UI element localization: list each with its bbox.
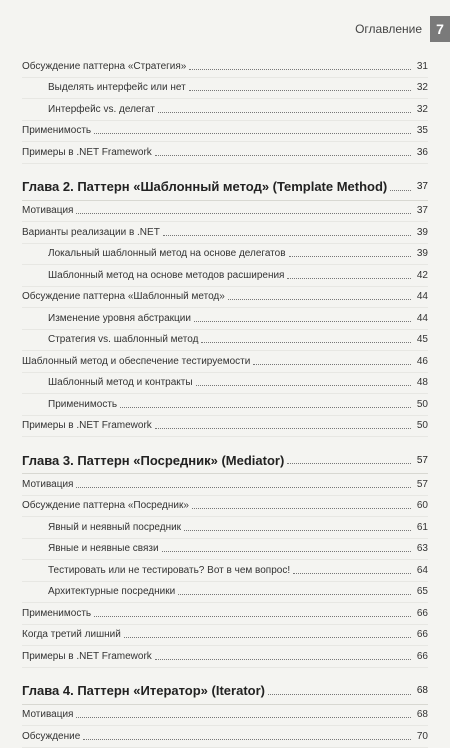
dot-leader: [189, 59, 411, 70]
toc-entry-page: 70: [416, 730, 428, 742]
toc-entry-title: Глава 4. Паттерн «Итератор» (Iterator): [22, 683, 265, 698]
dot-leader: [189, 80, 411, 91]
dot-leader: [178, 584, 411, 595]
toc-entry-title: Стратегия vs. шаблонный метод: [48, 334, 199, 346]
toc-entry-title: Мотивация: [22, 205, 74, 217]
toc-entry-page: 68: [416, 709, 428, 721]
toc-entry-title: Обсуждение паттерна «Посредник»: [22, 500, 189, 512]
toc-entry-title: Варианты реализации в .NET: [22, 226, 160, 238]
toc-subsection-entry: [22, 330, 428, 352]
dot-leader: [155, 649, 411, 660]
toc-entry-title: Когда третий лишний: [22, 629, 121, 641]
toc-entry-title: Тестировать или не тестировать? Вот в чем вопрос!: [48, 564, 291, 576]
toc-section-entry: [22, 474, 428, 496]
dot-leader: [293, 563, 411, 574]
toc-section-entry: [22, 705, 428, 727]
toc-entry-page: 60: [416, 500, 428, 512]
toc-section-entry: [22, 416, 428, 438]
toc-entry-title: Глава 3. Паттерн «Посредник» (Mediator): [22, 452, 285, 468]
toc-entry-title: Мотивация: [22, 709, 74, 721]
toc-subsection-entry: [22, 560, 428, 582]
dot-leader: [268, 681, 411, 695]
dot-leader: [184, 520, 411, 531]
toc-entry-title: Интерфейс vs. делегат: [48, 103, 155, 115]
toc-entry-title: Применимость: [22, 125, 92, 137]
toc-chapter-entry: [22, 174, 428, 201]
table-of-contents: [22, 56, 428, 748]
dot-leader: [194, 311, 411, 322]
toc-entry-page: 66: [416, 629, 428, 641]
dot-leader: [196, 375, 411, 386]
toc-entry-title: Явные и неявные связи: [48, 543, 159, 555]
toc-chapter-entry: [22, 447, 428, 474]
dot-leader: [289, 246, 411, 257]
dot-leader: [287, 268, 411, 279]
dot-leader: [253, 354, 411, 365]
toc-section-entry: [22, 121, 428, 143]
toc-entry-title: Архитектурные посредники: [48, 586, 176, 598]
toc-entry-page: 39: [416, 226, 428, 238]
header-title: Оглавление: [355, 22, 422, 36]
toc-entry-page: 35: [416, 125, 428, 137]
dot-leader: [76, 477, 411, 488]
dot-leader: [162, 541, 411, 552]
toc-section-entry: [22, 603, 428, 625]
toc-entry-title: Применимость: [48, 398, 118, 410]
toc-entry-title: Примеры в .NET Framework: [22, 146, 152, 158]
toc-entry-title: Шаблонный метод на основе методов расширения: [48, 269, 285, 281]
dot-leader: [155, 418, 411, 429]
dot-leader: [94, 606, 411, 617]
toc-section-entry: [22, 222, 428, 244]
toc-entry-title: Примеры в .NET Framework: [22, 420, 152, 432]
toc-entry-page: 46: [416, 355, 428, 367]
toc-entry-page: 32: [416, 103, 428, 115]
toc-entry-page: 31: [416, 60, 428, 72]
toc-entry-page: 45: [416, 334, 428, 346]
toc-entry-page: 63: [416, 543, 428, 555]
toc-entry-page: 61: [416, 521, 428, 533]
dot-leader: [120, 397, 411, 408]
toc-subsection-entry: [22, 373, 428, 395]
toc-entry-title: Применимость: [22, 607, 92, 619]
dot-leader: [158, 102, 411, 113]
toc-section-entry: [22, 625, 428, 647]
dot-leader: [155, 145, 411, 156]
dot-leader: [163, 225, 411, 236]
dot-leader: [83, 729, 411, 740]
toc-entry-title: Обсуждение паттерна «Стратегия»: [22, 60, 187, 72]
toc-entry-title: Примеры в .NET Framework: [22, 650, 152, 662]
dot-leader: [124, 627, 411, 638]
dot-leader: [76, 203, 411, 214]
toc-subsection-entry: [22, 582, 428, 604]
toc-entry-page: 37: [416, 181, 428, 192]
dot-leader: [192, 498, 411, 509]
toc-section-entry: [22, 351, 428, 373]
toc-entry-page: 50: [416, 398, 428, 410]
toc-entry-page: 57: [416, 454, 428, 466]
toc-subsection-entry: [22, 394, 428, 416]
dot-leader: [228, 289, 411, 300]
toc-section-entry: [22, 56, 428, 78]
dot-leader: [94, 123, 411, 134]
toc-entry-page: 48: [416, 377, 428, 389]
toc-entry-page: 44: [416, 312, 428, 324]
dot-leader: [76, 707, 411, 718]
toc-subsection-entry: [22, 244, 428, 266]
toc-subsection-entry: [22, 308, 428, 330]
toc-subsection-entry: [22, 517, 428, 539]
toc-subsection-entry: [22, 99, 428, 121]
toc-entry-page: 32: [416, 82, 428, 94]
toc-entry-title: Обсуждение паттерна «Шаблонный метод»: [22, 291, 225, 303]
toc-section-entry: [22, 287, 428, 309]
toc-entry-page: 37: [416, 205, 428, 217]
page-number-tab: 7: [430, 16, 450, 42]
toc-section-entry: [22, 496, 428, 518]
toc-entry-title: Локальный шаблонный метод на основе делегатов: [48, 248, 286, 260]
toc-subsection-entry: [22, 539, 428, 561]
dot-leader: [287, 450, 411, 464]
toc-subsection-entry: [22, 265, 428, 287]
toc-section-entry: [22, 646, 428, 668]
toc-entry-page: 65: [416, 586, 428, 598]
toc-entry-page: 64: [416, 564, 428, 576]
toc-section-entry: [22, 201, 428, 223]
toc-entry-title: Изменение уровня абстракции: [48, 312, 191, 324]
toc-section-entry: [22, 726, 428, 748]
toc-entry-page: 57: [416, 478, 428, 490]
toc-entry-page: 66: [416, 650, 428, 662]
toc-entry-page: 36: [416, 146, 428, 158]
toc-entry-page: 39: [416, 248, 428, 260]
toc-entry-page: 42: [416, 269, 428, 281]
toc-entry-page: 44: [416, 291, 428, 303]
dot-leader: [390, 177, 411, 191]
toc-entry-title: Мотивация: [22, 478, 74, 490]
dot-leader: [201, 332, 411, 343]
toc-entry-page: 66: [416, 607, 428, 619]
toc-entry-page: 68: [416, 685, 428, 696]
running-header: [355, 16, 450, 42]
toc-entry-title: Глава 2. Паттерн «Шаблонный метод» (Template Method): [22, 179, 388, 194]
toc-entry-title: Выделять интерфейс или нет: [48, 82, 186, 94]
toc-entry-title: Явный и неявный посредник: [48, 521, 182, 533]
toc-entry-title: Шаблонный метод и контракты: [48, 377, 193, 389]
toc-subsection-entry: [22, 78, 428, 100]
toc-entry-title: Шаблонный метод и обеспечение тестируемости: [22, 355, 251, 367]
toc-entry-page: 50: [416, 420, 428, 432]
toc-section-entry: [22, 142, 428, 164]
toc-entry-title: Обсуждение: [22, 730, 81, 742]
